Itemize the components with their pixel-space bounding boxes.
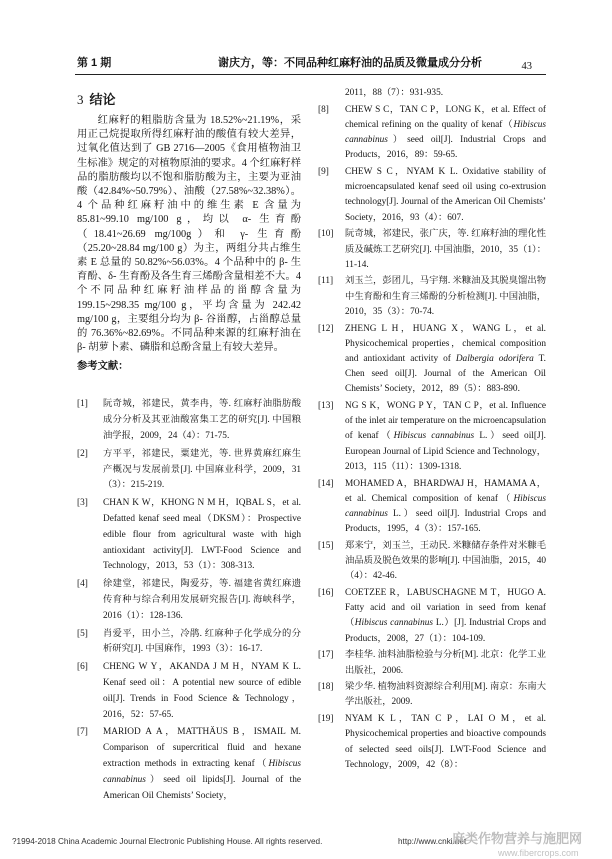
section-title: 结论 [89, 92, 116, 107]
species-name-italic: Hibiscus cannabinus [393, 431, 475, 442]
reference-number: [17] [318, 650, 334, 661]
reference-number: [4] [77, 579, 88, 590]
reference-entry [318, 539, 546, 585]
reference-text-segment: 徐建堂，祁建民，陶爱芬，等. 福建省黄红麻遗传育种与综合利用发展研究报告[J]. 海峡科学，2016（1）：128-136. [103, 579, 301, 621]
reference-entry [318, 586, 546, 647]
reference-text [103, 725, 301, 804]
reference-text-segment: 阮奇城，祁建民，黄李冉，等. 红麻籽油脂肪酸成分分析及其亚油酸富集工艺的研究[J]. 中国粮油学报，2009，24（4）：71-75. [103, 399, 301, 442]
reference-entry [318, 322, 546, 398]
reference-text [103, 447, 301, 494]
species-name-italic: Hibiscus cannabinus [103, 758, 301, 785]
reference-number: [13] [318, 401, 334, 412]
reference-text [345, 399, 546, 475]
reference-text [345, 322, 546, 398]
reference-entry [318, 712, 546, 773]
reference-entry [318, 648, 546, 678]
reference-text-segment: 阮奇城，祁建民，张广庆，等. 红麻籽油的理化性质及碱炼工艺研究[J]. 中国油脂，2010，35（1）：11-14. [345, 229, 546, 270]
reference-list-right [318, 103, 546, 773]
references-title: 参考文献： [77, 361, 129, 373]
reference-text-segment: 肖爱平，田小兰，冷鹃. 红麻种子化学成分的分析研究[J]. 中国麻作，1993（3）：16-17. [103, 628, 301, 655]
reference-number: [16] [318, 588, 334, 598]
reference-text-segment: COETZEE R，LABUSCHAGNE M T，HUGO A. Fatty acid and oil variation in seed from kenaf（ [345, 588, 546, 629]
reference-text-segment: L.）seed oil[J]. Industrial Crops and Products，1995，4（3）：157-165. [345, 508, 546, 535]
reference-number: [5] [77, 628, 88, 639]
left-column [77, 90, 301, 836]
reference-text [345, 477, 546, 538]
reference-number: [19] [318, 714, 334, 725]
reference-entry [318, 227, 546, 273]
reference-text [103, 496, 301, 575]
reference-number: [9] [318, 167, 329, 178]
reference-text [345, 103, 546, 164]
reference-text-segment: L.）seed oil[J]. European Journal of Lipid Science and Technology，2013，115（11）：1309-1318. [345, 431, 546, 472]
reference-text [345, 712, 546, 773]
reference-text-segment: MARIOD A A，MATTHÄUS B，ISMAIL M. Comparison of supercritical fluid and hexane extraction methods in extracting kenaf（ [103, 727, 301, 769]
species-name-italic: Dalbergia odorifera [455, 353, 534, 364]
reference-text-segment: ）seed oil lipids[J]. Journal of the American Oil Chemists’ Society， [103, 774, 301, 801]
species-name-italic: Hibiscus cannabinus [345, 119, 546, 146]
reference-text [345, 648, 546, 678]
reference-number: [8] [318, 104, 329, 115]
reference-list-left [77, 397, 301, 804]
reference-text [103, 660, 301, 723]
reference-number: [14] [318, 478, 334, 489]
running-title: 谢庆方，等：不同品种红麻籽油的品质及微量成分分析 [218, 57, 482, 69]
reference-text-segment: T. Chen seed oil[J]. Journal of the American Oil Chemists’ Society，2012，89（5）：883-890. [345, 353, 546, 395]
watermark-name: 麻类作物营养与施肥网 [452, 831, 583, 846]
header-rule [75, 74, 546, 75]
reference-number: [11] [318, 276, 334, 287]
reference-number: [18] [318, 682, 334, 693]
reference-entry [318, 274, 546, 320]
reference-text [103, 577, 301, 624]
reference-entry [77, 397, 301, 444]
reference-text [345, 165, 546, 226]
reference-text-segment: 李桂华. 油料油脂检验与分析[M]. 北京：化学工业出版社，2006. [345, 650, 546, 676]
reference-text [345, 227, 546, 273]
section-number: 3 [77, 92, 84, 107]
reference-entry [318, 477, 546, 538]
footer-copyright: ?1994-2018 China Academic Journal Electronic Publishing House. All rights reserved. [12, 837, 323, 846]
reference-text-segment: L.）[J]. Industrial Crops and Products，2008，27（1）：104-109. [345, 618, 546, 644]
reference-entry [318, 680, 546, 710]
reference-entry [77, 447, 301, 494]
reference-text-segment: 梁少华. 植物油料资源综合利用[M]. 南京：东南大学出版社，2009. [345, 682, 546, 708]
reference-text-segment: NG S K，WONG P Y，TAN C P，et al. Influence of the inlet air temperature on the microencapsulation of kenaf（ [345, 401, 546, 442]
reference-number: [2] [77, 448, 88, 459]
reference-text-segment: MOHAMED A，BHARDWAJ H，HAMAMA A，et al. Chemical composition of kenaf（ [345, 478, 546, 504]
reference-text-segment: CHEW S C，TAN C P，LONG K，et al. Effect of chemical refining on the quality of kenaf（ [345, 104, 546, 130]
footer-url: http://www.cnki.net [398, 837, 467, 846]
reference-entry [77, 660, 301, 723]
reference-entry [77, 577, 301, 624]
reference-text-segment: 郑来宁，刘玉兰，王动民. 米糠储存条件对米糠毛油品质及脱色效果的影响[J]. 中国油脂，2015，40（4）：42-46. [345, 540, 546, 582]
reference-continuation: 2011，88（7）：931-935. [345, 88, 444, 98]
watermark-url: www.fibercrops.com [498, 848, 579, 858]
reference-number: [12] [318, 323, 334, 334]
reference-text [345, 680, 546, 710]
reference-entry [318, 103, 546, 164]
reference-entry [77, 496, 301, 575]
reference-number: [15] [318, 540, 334, 551]
reference-text [103, 397, 301, 444]
reference-number: [10] [318, 229, 334, 240]
reference-text-segment: 方平平，祁建民，粟建光，等. 世界黄麻红麻生产概况与发展前景[J]. 中国麻业科学，2009，31（3）：215-219. [103, 448, 301, 491]
reference-number: [6] [77, 662, 88, 673]
reference-text-segment: CHEW S C，NYAM K L. Oxidative stability of microencapsulated kenaf seed oil using co-extrusion technology[J]. Journal of the American Oil Chemists’ Society，2016，93（4）：607. [345, 167, 546, 223]
reference-entry [318, 165, 546, 226]
reference-text [345, 274, 546, 320]
reference-text [345, 586, 546, 647]
reference-text-segment: CHENG W Y，AKANDA J M H，NYAM K L. Kenaf seed oil：A potential new source of edible oil[J]. Trends in Food Science & Technology，2016，52：57-65. [103, 662, 301, 720]
reference-text-segment: CHAN K W，KHONG N M H，IQBAL S，et al. Defatted kenaf seed meal（DKSM）：Prospective edible flour from agricultural waste with high antioxidant activity[J]. LWT-Food Science and Technology，2013，53（1）：308-313. [103, 498, 301, 572]
section-heading [77, 90, 301, 110]
reference-number: [1] [77, 399, 88, 410]
reference-text [345, 539, 546, 585]
reference-text-segment: 刘玉兰，彭团儿，马宇翔. 米糠油及其脱臭馏出物中生育酚和生育三烯酚的分析检测[J]. 中国油脂，2010，35（3）：70-74. [345, 276, 546, 317]
conclusion-paragraph: 红麻籽的粗脂肪含量为 18.52%~21.19%，采用正己烷提取所得红麻籽油的酸值有较大差异，过氧化值达到了 GB 2716—2005《食用植物油卫生标准》规定的对植物原油的要求。4 个红麻籽样品的脂肪酸均以不饱和脂肪酸为主，主要为亚油酸（42.84%~50.79%）、油酸（27.58%~32.38%）。4 个品种红麻籽油中的维生素 E 含量为 85.81~99.10 mg/100 g，均以 α- 生育酚（18.41~26.69 mg/100g）和 γ- 生育酚（25.20~28.84 mg/100 g）为主，两组分共占维生素 E 总量的 50.82%~56.03%。4 个品种中的 β- 生育酚、δ- 生育酚及各生育三烯酚含量相差不大。4 个不同品种红麻籽油样品的甾醇含量为 199.15~298.35 mg/100 g，平均含量为 242.42 mg/100 g，主要组分均为 β- 谷甾醇，占甾醇总量的 76.36%~82.69%。不同品种来源的红麻籽油在 β- 胡萝卜素、磷脂和总酚含量上有较大差异。 [77, 115, 301, 354]
reference-number: [7] [77, 727, 88, 738]
reference-text-segment: ZHENG L H，HUANG X，WANG L，et al. Physicochemical properties，chemical composition and antioxidant activity of [345, 323, 546, 364]
reference-text [103, 627, 301, 659]
reference-text-segment: ）seed oil[J]. Industrial Crops and Products，2016，89：59-65. [345, 135, 546, 161]
species-name-italic: Hibiscus cannabinus [354, 618, 434, 629]
reference-entry [77, 725, 301, 804]
issue-label: 第 1 期 [77, 57, 112, 69]
page-number: 43 [521, 61, 532, 72]
reference-number: [3] [77, 498, 88, 509]
right-column [318, 86, 546, 838]
species-name-italic: Hibiscus cannabinus [345, 493, 546, 519]
reference-entry [318, 399, 546, 475]
reference-entry [77, 627, 301, 659]
reference-text-segment: NYAM K L，TAN C P，LAI O M，et al. Physicochemical properties and bioactive compounds of selected seed oils[J]. LWT-Food Science and Technology，2009，42（8）： [345, 714, 546, 770]
